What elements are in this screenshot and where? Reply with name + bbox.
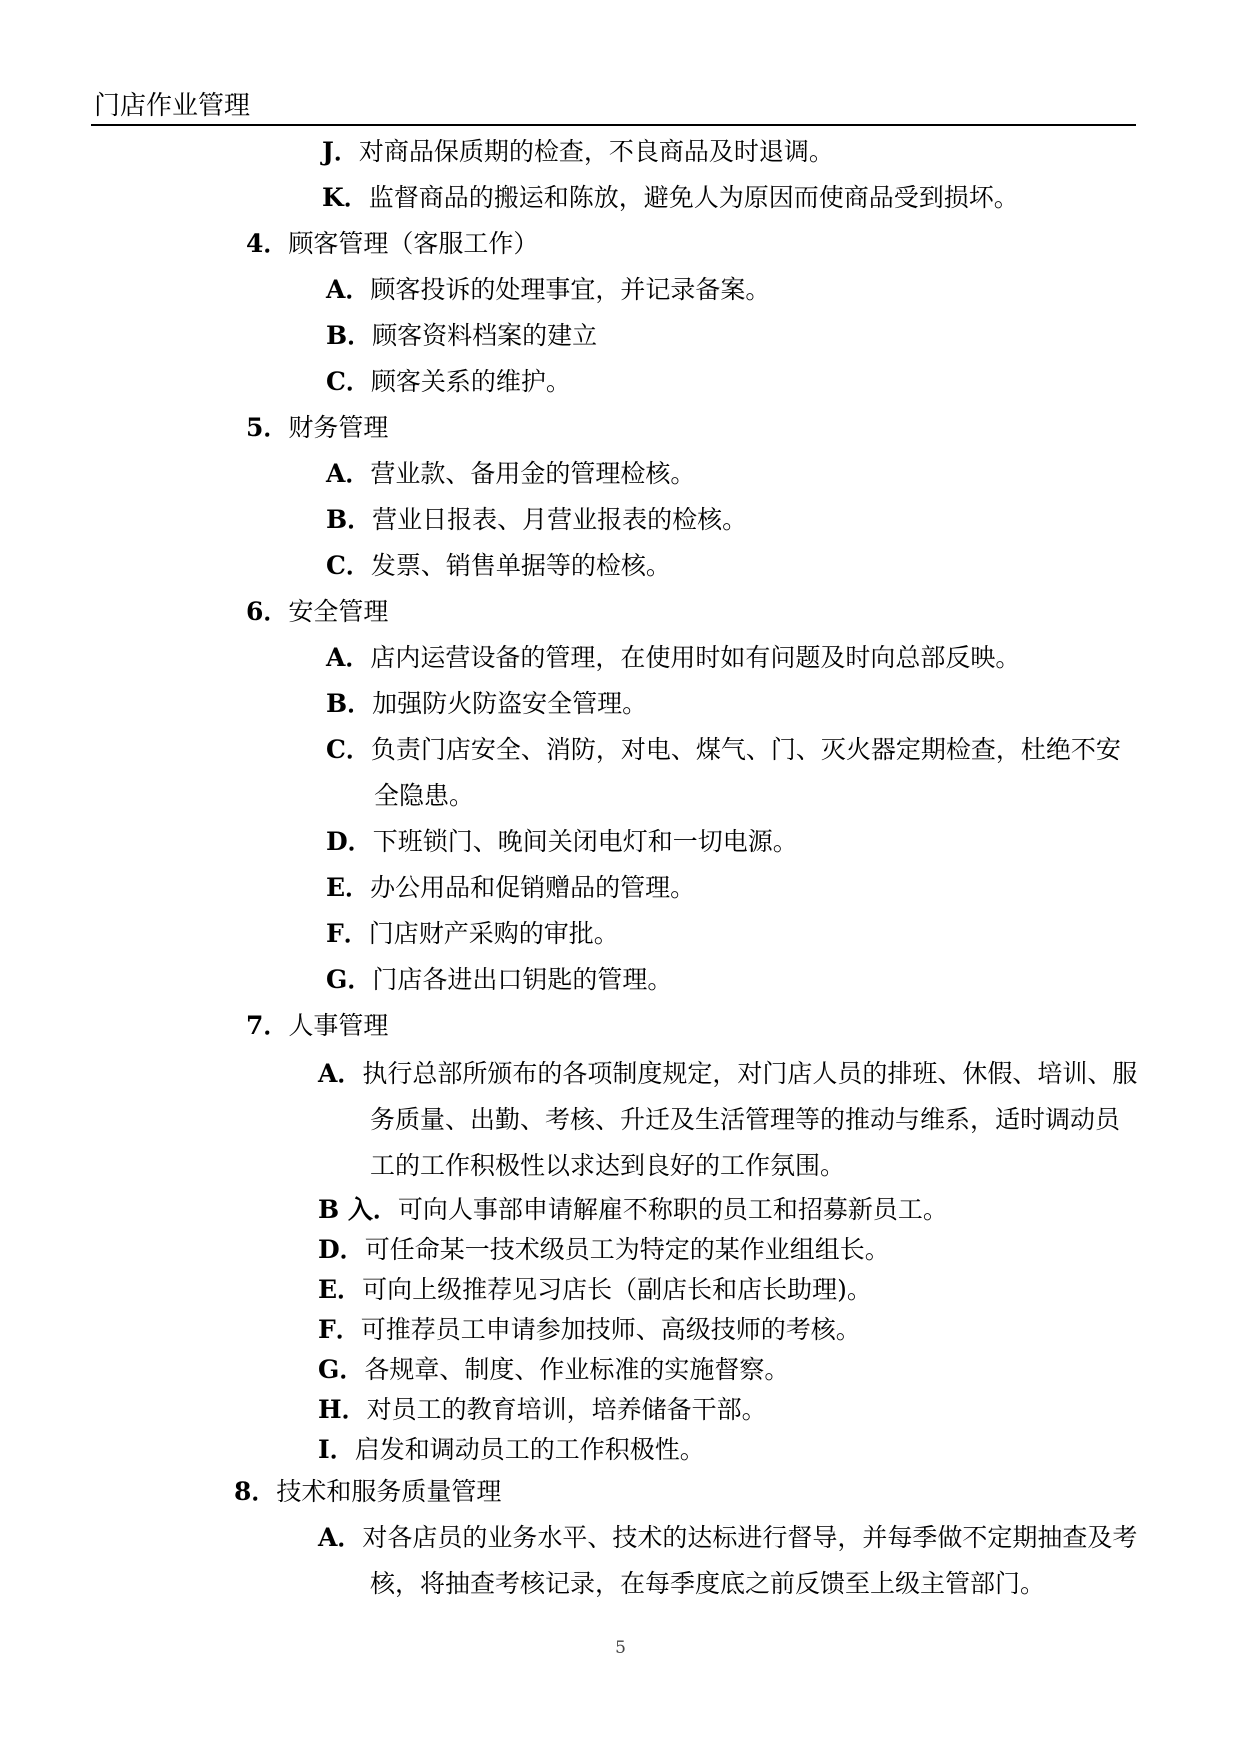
list-item [326,824,798,860]
item-label: E． [318,1275,363,1304]
item-text: 发票、销售单据等的检核。 [370,551,671,580]
item-text: 对各店员的业务水平、技术的达标进行督导，并每季做不定期抽查及考 [362,1523,1138,1552]
item-label: G． [318,1355,365,1384]
list-item [318,1432,705,1468]
section-title: 安全管理 [288,597,389,626]
list-item [326,870,695,906]
list-item [326,962,672,998]
item-text: 营业款、备用金的管理检核。 [370,459,696,488]
list-item [318,1232,890,1268]
item-label: B． [326,505,373,534]
item-label: C． [326,735,371,764]
item-label: C． [326,367,371,396]
list-item [318,1312,861,1348]
item-text: 执行总部所颁布的各项制度规定，对门店人员的排班、休假、培训、服 [362,1059,1138,1088]
item-text: 务质量、出勤、考核、升迁及生活管理等的推动与维系，适时调动员 [370,1105,1121,1134]
item-label: B． [326,689,373,718]
list-item-continuation [370,1148,845,1184]
list-item [326,732,1121,768]
section-heading [246,226,538,262]
running-header: 门店作业管理 [94,91,251,121]
item-text: 门店财产采购的审批。 [368,919,619,948]
item-text: 全隐患。 [374,781,475,810]
item-label: D． [326,827,373,856]
item-label: D． [318,1235,365,1264]
list-item [322,134,834,170]
item-label: A． [326,643,371,672]
list-item [326,364,571,400]
list-item [326,916,619,952]
list-item-continuation [370,1102,1120,1138]
list-item [318,1056,1137,1092]
item-text: 对员工的教育培训，培养储备干部。 [366,1395,767,1424]
item-text: 营业日报表、月营业报表的检核。 [372,505,748,534]
item-text: 顾客投诉的处理事宜，并记录备案。 [370,275,771,304]
list-item [318,1520,1137,1556]
item-text: 工的工作积极性以求达到良好的工作氛围。 [370,1151,846,1180]
item-text: 顾客资料档案的建立 [372,321,598,350]
item-label: G． [326,965,373,994]
item-text: 办公用品和促销赠品的管理。 [370,873,696,902]
item-label: B． [326,321,373,350]
list-item [326,502,747,538]
section-number: 7． [246,1011,289,1040]
section-title: 顾客管理（客服工作） [288,229,539,258]
item-label: F． [318,1315,361,1344]
item-text: 加强防火防盗安全管理。 [372,689,648,718]
item-text: 负责门店安全、消防，对电、煤气、门、灭火器定期检查，杜绝不安 [370,735,1121,764]
section-title: 技术和服务质量管理 [276,1477,502,1506]
list-item [326,318,597,354]
item-text: 各规章、制度、作业标准的实施督察。 [364,1355,790,1384]
list-item [322,180,1019,216]
item-text: 监督商品的搬运和陈放，避免人为原因而使商品受到损坏。 [368,183,1019,212]
section-number: 8． [234,1477,277,1506]
item-label: B 入． [318,1195,398,1224]
item-label: J． [322,137,359,166]
item-label: F． [326,919,369,948]
item-label: A． [326,275,371,304]
item-text: 启发和调动员工的工作积极性。 [354,1435,705,1464]
list-item [318,1352,789,1388]
item-text: 可推荐员工申请参加技师、高级技师的考核。 [360,1315,861,1344]
section-heading [246,410,388,446]
section-heading [234,1474,501,1510]
section-heading [246,594,388,630]
list-item [326,640,1020,676]
item-label: H． [318,1395,367,1424]
item-text: 可向人事部申请解雇不称职的员工和招募新员工。 [397,1195,948,1224]
item-text: 对商品保质期的检查，不良商品及时退调。 [358,137,834,166]
list-item [326,548,671,584]
list-item [318,1192,948,1228]
list-item [326,456,695,492]
section-number: 5． [246,413,289,442]
item-label: C． [326,551,371,580]
section-heading [246,1008,388,1044]
section-number: 6． [246,597,289,626]
list-item [326,272,770,308]
item-text: 可向上级推荐见习店长（副店长和店长助理)。 [362,1275,872,1304]
list-item [318,1272,872,1308]
item-label: I． [318,1435,355,1464]
list-item [318,1392,767,1428]
section-title: 人事管理 [288,1011,389,1040]
item-label: A． [318,1059,363,1088]
list-item-continuation [374,778,474,814]
item-text: 店内运营设备的管理，在使用时如有问题及时向总部反映。 [370,643,1021,672]
page-number: 5 [615,1638,626,1658]
item-text: 下班锁门、晚间关闭电灯和一切电源。 [372,827,798,856]
item-text: 核，将抽查考核记录，在每季度底之前反馈至上级主管部门。 [370,1569,1046,1598]
item-label: K． [322,183,369,212]
item-text: 可任命某一技术级员工为特定的某作业组组长。 [364,1235,890,1264]
item-label: E． [326,873,371,902]
item-text: 门店各进出口钥匙的管理。 [372,965,673,994]
item-label: A． [326,459,371,488]
item-label: A． [318,1523,363,1552]
item-text: 顾客关系的维护。 [370,367,571,396]
section-title: 财务管理 [288,413,389,442]
section-number: 4． [246,229,289,258]
list-item [326,686,647,722]
list-item-continuation [370,1566,1045,1602]
